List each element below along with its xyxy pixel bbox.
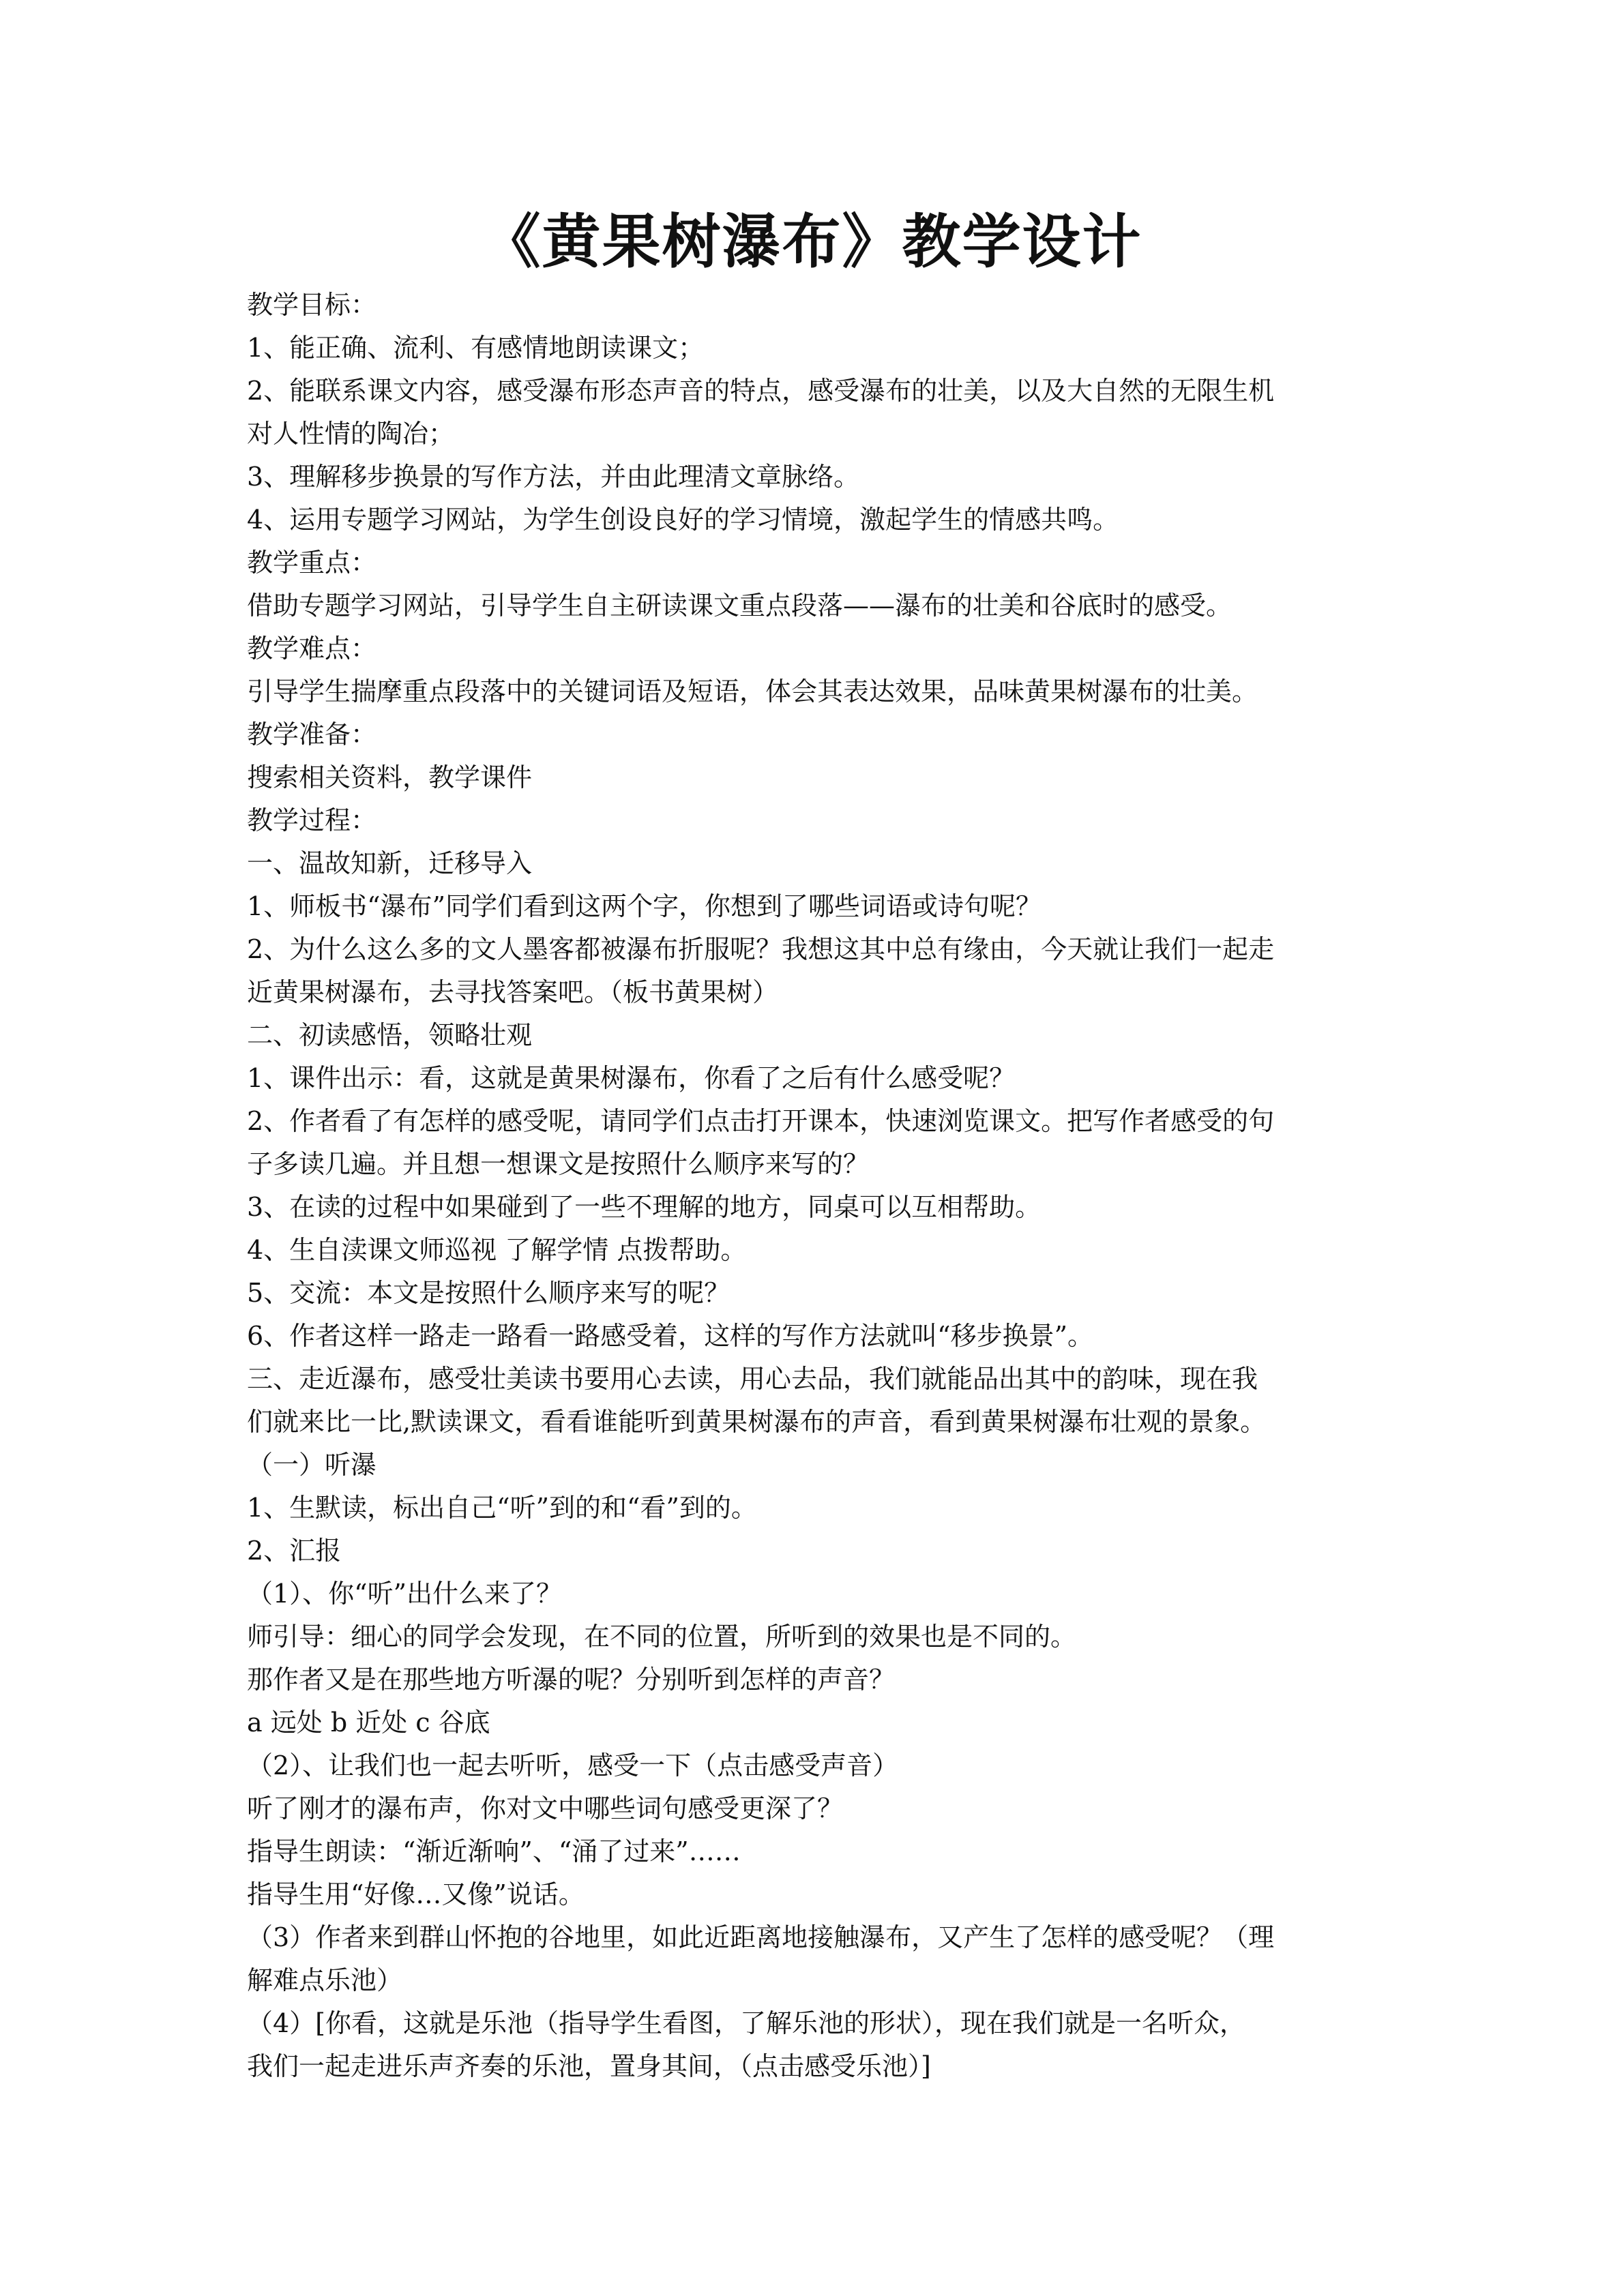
text-line: 指导生朗读：“渐近渐响”、“涌了过来”…… <box>247 1836 741 1866</box>
text-line: 1、课件出示：看，这就是黄果树瀑布，你看了之后有什么感受呢？ <box>247 1063 1016 1093</box>
text-line: 教学准备： <box>247 719 377 749</box>
text-line: 3、在读的过程中如果碰到了一些不理解的地方，同桌可以互相帮助。 <box>247 1192 1042 1222</box>
text-line: 2、能联系课文内容，感受瀑布形态声音的特点，感受瀑布的壮美，以及大自然的无限生机 <box>247 376 1275 406</box>
text-line: 5、交流：本文是按照什么顺序来写的呢？ <box>247 1278 730 1308</box>
text-line: 子多读几遍。并且想一想课文是按照什么顺序来写的？ <box>247 1149 870 1179</box>
text-line: 解难点乐池） <box>247 1965 403 1995</box>
document-title: 《黄果树瀑布》教学设计 <box>482 207 1142 276</box>
text-line: 指导生用“好像…又像”说话。 <box>247 1879 585 1909</box>
text-line: 4、生自渎课文师巡视 了解学情 点拨帮助。 <box>247 1235 747 1265</box>
text-line: 教学重点： <box>247 548 377 578</box>
text-line: 2、汇报 <box>247 1536 342 1566</box>
text-line: 2、为什么这么多的文人墨客都被瀑布折服呢？我想这其中总有缘由，今天就让我们一起走 <box>247 934 1275 964</box>
text-line: 教学难点： <box>247 633 377 664</box>
text-line: （4）[你看，这就是乐池（指导学生看图，了解乐池的形状），现在我们就是一名听众， <box>247 2008 1246 2038</box>
text-line: 二、初读感悟，领略壮观 <box>247 1020 533 1050</box>
text-line: 一、温故知新，迁移导入 <box>247 848 533 878</box>
text-line: 2、作者看了有怎样的感受呢，请同学们点击打开课本，快速浏览课文。把写作者感受的句 <box>247 1106 1275 1136</box>
text-line: 听了刚才的瀑布声，你对文中哪些词句感受更深了？ <box>247 1793 844 1823</box>
text-line: 对人性情的陶冶； <box>247 419 455 449</box>
text-line: 近黄果树瀑布，去寻找答案吧。（板书黄果树） <box>247 977 779 1007</box>
text-line: 1、师板书“瀑布”同学们看到这两个字，你想到了哪些词语或诗句呢？ <box>247 891 1042 921</box>
text-line: 教学目标： <box>247 290 377 320</box>
text-line: 教学过程： <box>247 805 377 835</box>
text-line: 那作者又是在那些地方听瀑的呢？分别听到怎样的声音？ <box>247 1665 896 1695</box>
text-line: （2）、让我们也一起去听听，感受一下（点击感受声音） <box>247 1750 899 1780</box>
text-line: 6、作者这样一路走一路看一路感受着，这样的写作方法就叫“移步换景”。 <box>247 1321 1094 1351</box>
text-line: 1、能正确、流利、有感情地朗读课文； <box>247 333 705 363</box>
text-line: （3）作者来到群山怀抱的谷地里，如此近距离地接触瀑布，又产生了怎样的感受呢？（理 <box>247 1922 1275 1952</box>
text-line: 师引导：细心的同学会发现，在不同的位置，所听到的效果也是不同的。 <box>247 1622 1077 1652</box>
text-line: 3、理解移步换景的写作方法，并由此理清文章脉络。 <box>247 462 860 492</box>
document-body <box>247 284 1383 2088</box>
text-line: （一）听瀑 <box>247 1450 377 1480</box>
text-line: a 远处 b 近处 c 谷底 <box>247 1708 490 1738</box>
text-line: （1）、你“听”出什么来了？ <box>247 1579 563 1609</box>
text-line: 4、运用专题学习网站，为学生创设良好的学习情境，激起学生的情感共鸣。 <box>247 505 1119 535</box>
text-line: 们就来比一比,默读课文，看看谁能听到黄果树瀑布的声音，看到黄果树瀑布壮观的景象。 <box>247 1407 1267 1437</box>
text-line: 我们一起走进乐声齐奏的乐池，置身其间，（点击感受乐池）] <box>247 2051 931 2081</box>
text-line: 三、走近瀑布，感受壮美读书要用心去读，用心去品，我们就能品出其中的韵味，现在我 <box>247 1364 1258 1394</box>
text-line: 搜索相关资料，教学课件 <box>247 762 533 792</box>
text-line: 引导学生揣摩重点段落中的关键词语及短语，体会其表达效果，品味黄果树瀑布的壮美。 <box>247 676 1258 706</box>
text-line: 借助专题学习网站，引导学生自主研读课文重点段落——瀑布的壮美和谷底时的感受。 <box>247 591 1232 621</box>
text-line: 1、生默读，标出自己“听”到的和“看”到的。 <box>247 1493 757 1523</box>
